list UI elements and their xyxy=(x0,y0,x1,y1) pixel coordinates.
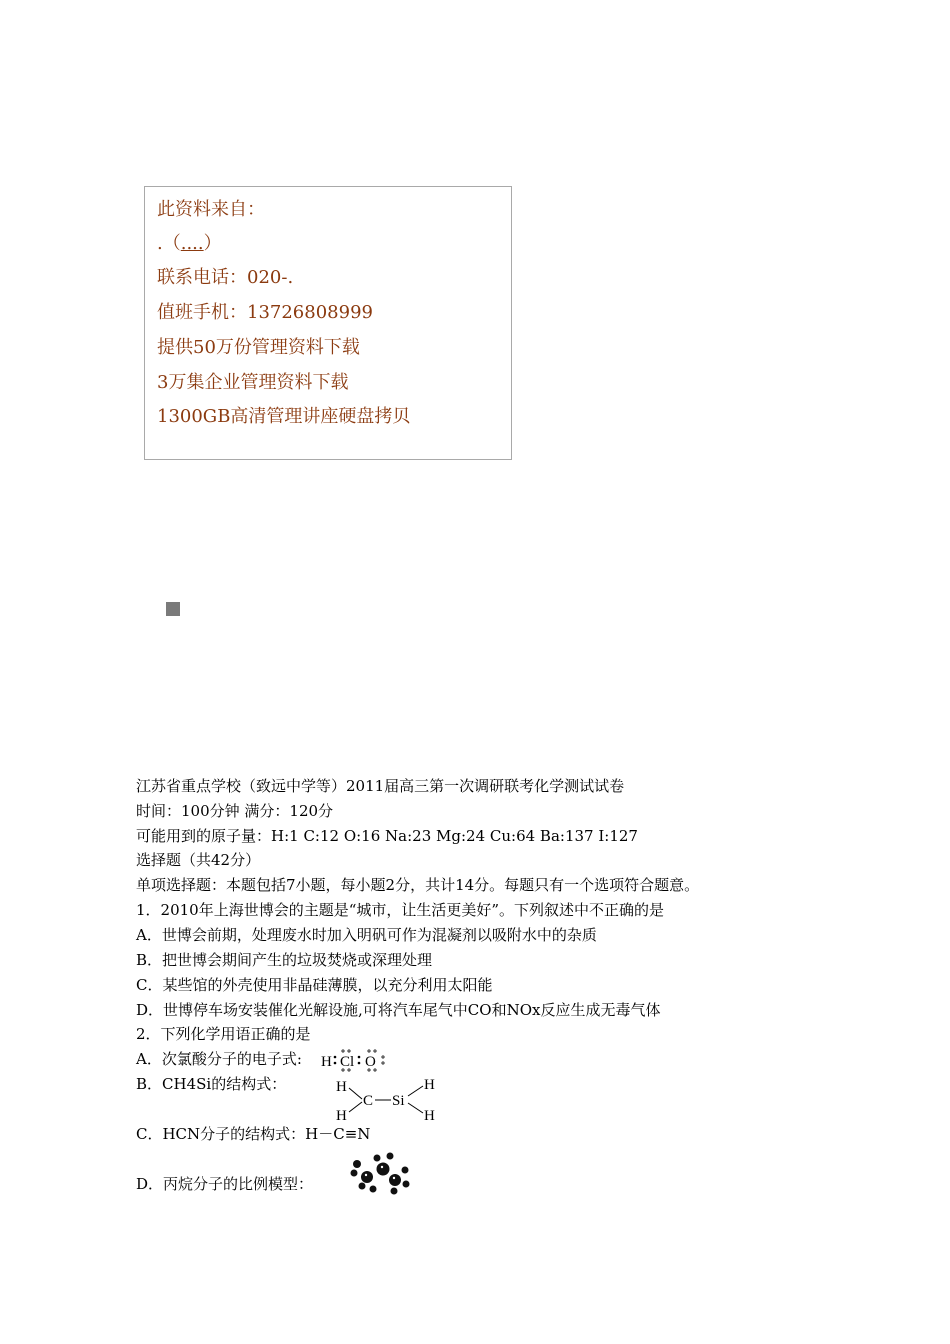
formula-a-o: O xyxy=(365,1054,376,1070)
atomic-masses: 可能用到的原子量：H:1 C:12 O:16 Na:23 Mg:24 Cu:64 Ba:137 I:127 xyxy=(136,827,638,845)
q2-stem: 2．下列化学用语正确的是 xyxy=(136,1025,311,1043)
q1-option-b: B．把世博会期间产生的垃圾焚烧或深理处理 xyxy=(136,951,433,969)
q1-option-a: A．世博会前期，处理废水时加入明矾可作为混凝剂以吸附水中的杂质 xyxy=(136,926,597,944)
source-link[interactable]: .... xyxy=(180,233,204,254)
q2-option-c: C．HCN分子的结构式：H－C≡N xyxy=(136,1125,371,1143)
hclo-electron-formula xyxy=(320,1046,400,1072)
propane-model-image xyxy=(346,1148,416,1196)
exam-title: 江苏省重点学校（致远中学等）2011届高三第一次调研联考化学测试试卷 xyxy=(136,777,625,795)
offer-line-3: 1300GB高清管理讲座硬盘拷贝 xyxy=(157,406,411,427)
formula-b-c: C xyxy=(363,1093,374,1109)
section-heading: 选择题（共42分） xyxy=(136,851,261,869)
formula-a-h: H xyxy=(321,1054,332,1070)
ch4si-structural-formula xyxy=(334,1072,444,1124)
q2-option-d: D．丙烷分子的比例模型： xyxy=(136,1175,314,1193)
gray-square-marker xyxy=(166,602,180,616)
instructions: 单项选择题：本题包括7小题，每小题2分，共计14分。每题只有一个选项符合题意。 xyxy=(136,876,700,894)
formula-b-h4: H xyxy=(424,1108,435,1124)
offer-line-1: 提供50万份管理资料下载 xyxy=(157,337,360,358)
source-suffix: ） xyxy=(203,233,222,254)
source-info-box xyxy=(144,186,512,460)
contact-phone: 联系电话：020-. xyxy=(157,267,294,288)
formula-b-si: Si xyxy=(392,1093,405,1109)
time-line: 时间：100分钟 满分：120分 xyxy=(136,802,334,820)
q1-stem: 1．2010年上海世博会的主题是“城市，让生活更美好”。下列叙述中不正确的是 xyxy=(136,901,665,919)
formula-b-h1: H xyxy=(336,1079,347,1095)
q2-option-a: A．次氯酸分子的电子式: xyxy=(136,1050,302,1068)
source-label: 此资料来自： xyxy=(157,199,265,220)
source-prefix: .（ xyxy=(157,233,181,254)
source-link-line xyxy=(157,229,222,255)
q1-option-c: C．某些馆的外壳使用非晶硅薄膜，以充分利用太阳能 xyxy=(136,976,493,994)
formula-b-h2: H xyxy=(336,1108,347,1124)
q1-option-d: D．世博停车场安装催化光解设施,可将汽车尾气中CO和NOx反应生成无毒气体 xyxy=(136,1001,661,1019)
offer-line-2: 3万集企业管理资料下载 xyxy=(157,372,349,393)
formula-b-h3: H xyxy=(424,1077,435,1093)
duty-mobile: 值班手机：13726808999 xyxy=(157,302,373,323)
formula-a-cl: Cl xyxy=(340,1054,355,1070)
q2-option-b: B．CH4Si的结构式： xyxy=(136,1075,287,1093)
